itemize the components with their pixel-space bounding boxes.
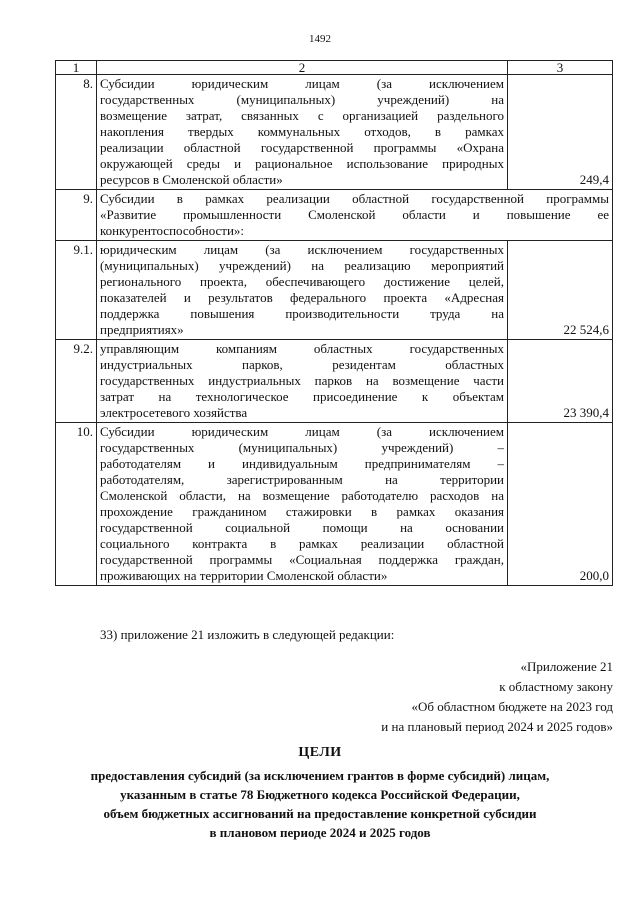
annex-line: и на плановый период 2024 и 2025 годов» — [381, 719, 613, 734]
description-line: ресурсов в Смоленской области» — [100, 172, 283, 187]
table-row — [56, 423, 613, 586]
description-line: работодателям и индивидуальным предпринимателям – — [100, 456, 504, 471]
goals-subtitle — [40, 766, 600, 842]
row-description — [97, 423, 508, 586]
description-line: реализации областной государственной программы «Охрана — [100, 140, 504, 155]
amendment-text: 33) приложение 21 изложить в следующей редакции: — [100, 627, 395, 642]
annex-line: к областному закону — [499, 679, 613, 694]
table-row — [56, 241, 613, 340]
description-line: проживающих на территории Смоленской области» — [100, 568, 388, 583]
description-line: конкурентоспособности»: — [100, 223, 245, 238]
description-line: Смоленской области, на возмещение работодателю расходов на — [100, 488, 504, 503]
header-col-1: 1 — [56, 61, 97, 75]
description-line: прохождение гражданином стажировки в рамках оказания — [100, 504, 504, 519]
description-line: Субсидии юридическим лицам (за исключением — [100, 76, 504, 91]
header-col-2: 2 — [97, 61, 508, 75]
table-row — [56, 190, 613, 241]
annex-line: «Об областном бюджете на 2023 год — [411, 699, 613, 714]
description-line: предприятиях» — [100, 322, 184, 337]
description-line: государственных (муниципальных) учреждений) на — [100, 92, 504, 107]
description-line: затрат на технологическое присоединение к объектам — [100, 389, 504, 404]
description-line: государственных индустриальных парков на возмещение части — [100, 373, 504, 388]
row-number: 10. — [56, 423, 97, 586]
description-line: Субсидии юридическим лицам (за исключением — [100, 424, 504, 439]
subsidies-table — [55, 60, 613, 586]
description-line: регионального проекта, обеспечивающего достижение целей, — [100, 274, 504, 289]
row-description — [97, 340, 508, 423]
description-line: поддержка повышения производительности труда на — [100, 306, 504, 321]
description-line: государственных (муниципальных) учреждений) – — [100, 440, 504, 455]
annex-line: «Приложение 21 — [520, 659, 613, 674]
row-description — [97, 241, 508, 340]
row-amount: 23 390,4 — [508, 340, 613, 423]
table-row — [56, 75, 613, 190]
description-line: государственной социальной помощи на основании — [100, 520, 504, 535]
goals-subtitle-line: объем бюджетных ассигнований на предоставление конкретной субсидии — [103, 806, 537, 821]
page-number: 1492 — [309, 33, 331, 45]
goals-subtitle-line: в плановом периоде 2024 и 2025 годов — [209, 825, 431, 840]
row-number: 9.2. — [56, 340, 97, 423]
header-col-3: 3 — [508, 61, 613, 75]
description-line: юридическим лицам (за исключением государственных — [100, 242, 504, 257]
description-line: Субсидии в рамках реализации областной государственной программы — [100, 191, 609, 206]
description-line: работодателям, зарегистрированным на территории — [100, 472, 504, 487]
table-header-row — [56, 61, 613, 75]
table-row — [56, 340, 613, 423]
row-amount: 249,4 — [508, 75, 613, 190]
description-line: индустриальных парков, резидентам областных — [100, 357, 504, 372]
goals-subtitle-line: указанным в статье 78 Бюджетного кодекса Российской Федерации, — [120, 787, 520, 802]
row-description — [97, 190, 613, 241]
description-line: «Развитие промышленности Смоленской области и повышение ее — [100, 207, 609, 222]
row-number: 9. — [56, 190, 97, 241]
description-line: возмещение затрат, связанных с организацией раздельного — [100, 108, 504, 123]
row-amount: 22 524,6 — [508, 241, 613, 340]
annex-header — [381, 657, 613, 737]
description-line: (муниципальных) учреждений) на реализацию мероприятий — [100, 258, 504, 273]
goals-title: ЦЕЛИ — [298, 745, 342, 760]
row-number: 9.1. — [56, 241, 97, 340]
row-description — [97, 75, 508, 190]
description-line: управляющим компаниям областных государственных — [100, 341, 504, 356]
description-line: накопления твердых коммунальных отходов, в рамках — [100, 124, 504, 139]
description-line: социального контракта в рамках реализации областной — [100, 536, 504, 551]
description-line: электросетевого хозяйства — [100, 405, 248, 420]
row-amount: 200,0 — [508, 423, 613, 586]
description-line: государственной программы «Социальная поддержка граждан, — [100, 552, 504, 567]
description-line: окружающей среды и рациональное использование природных — [100, 156, 504, 171]
description-line: показателей и результатов федерального проекта «Адресная — [100, 290, 504, 305]
row-number: 8. — [56, 75, 97, 190]
goals-subtitle-line: предоставления субсидий (за исключением грантов в форме субсидий) лицам, — [90, 768, 550, 783]
